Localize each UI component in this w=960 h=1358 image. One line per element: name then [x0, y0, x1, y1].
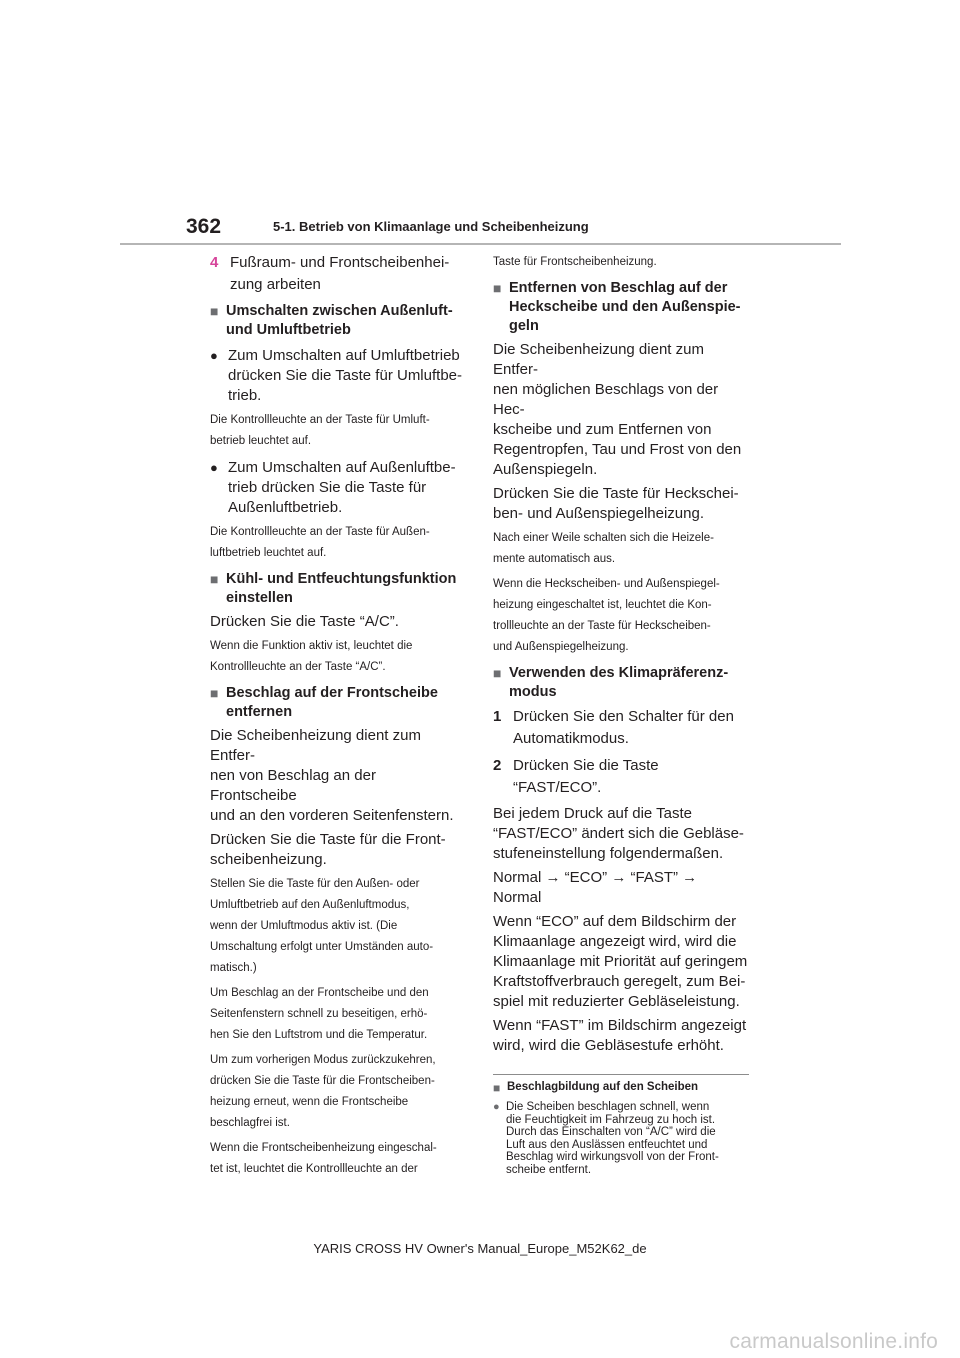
note-heading-text: Beschlagbildung auf den Scheiben [507, 1081, 699, 1093]
step-text: Fußraum- und Frontscheibenhei- zung arbeiten [230, 254, 450, 293]
subheading-text: Kühl- und Entfeuchtungsfunktion einstellen [226, 571, 457, 606]
small-note: Wenn die Funktion aktiv ist, leuchtet die Kontrollleuchte an der Taste “A/C”. [210, 640, 413, 673]
subheading [493, 664, 748, 702]
body-text: Drücken Sie die Taste für die Front- scheibenheizung. [210, 831, 446, 868]
square-bullet-icon: ■ [210, 303, 219, 319]
step-item [210, 252, 465, 296]
note-heading [493, 1081, 748, 1095]
step-number: 1 [493, 708, 502, 725]
subheading [210, 684, 465, 722]
footer-text: YARIS CROSS HV Owner's Manual_Europe_M52K62_de [313, 1241, 647, 1256]
page-number: 362 [186, 215, 222, 238]
bullet-item [210, 346, 465, 406]
body-text: Die Scheibenheizung dient zum Entfer- nen von Beschlag an der Frontscheibe und an den vorderen Seitenfenstern. [210, 727, 454, 824]
body-text: Drücken Sie die Taste “A/C”. [210, 613, 399, 630]
subheading [210, 302, 465, 340]
square-bullet-icon: ■ [210, 685, 219, 701]
bullet-text: Zum Umschalten auf Außenluftbe- trieb drücken Sie die Taste für Außenluftbetrieb. [228, 459, 456, 516]
small-note: Nach einer Weile schalten sich die Heizele- mente automatisch aus. [493, 532, 714, 565]
subheading [210, 570, 465, 608]
right-column [493, 252, 748, 1176]
body-text: Wenn “FAST” im Bildschirm angezeigt wird, wird die Gebläsestufe erhöht. [493, 1017, 747, 1054]
small-note: Die Kontrollleuchte an der Taste für Umluft- betrieb leuchtet auf. [210, 414, 430, 447]
circle-bullet-icon: ● [210, 348, 218, 363]
subheading-text: Verwenden des Klimapräferenz- modus [509, 665, 729, 700]
square-bullet-icon: ■ [493, 280, 502, 296]
subheading [493, 279, 748, 336]
body-text: Die Scheibenheizung dient zum Entfer- nen möglichen Beschlags von der Hec- kscheibe und zum Entfernen von Regentropfen, Tau und Frost von den Außenspiegeln. [493, 341, 742, 478]
body-text: Normal → “ECO” → “FAST” → Normal [493, 869, 698, 906]
small-note: Wenn die Frontscheibenheizung eingeschal- tet ist, leuchtet die Kontrollleuchte an der [210, 1142, 437, 1175]
note-bullet-text: Die Scheiben beschlagen schnell, wenn die Feuchtigkeit im Fahrzeug zu hoch ist. Durch das Einschalten von “A/C” wird die Luft aus den Auslässen entfeuchtet und Beschlag wird wirkungsvoll von der Front- scheibe entfernt. [506, 1101, 719, 1176]
small-note: Die Kontrollleuchte an der Taste für Außen- luftbetrieb leuchtet auf. [210, 526, 430, 559]
small-note: Um zum vorherigen Modus zurückzukehren, drücken Sie die Taste für die Frontscheiben- heizung erneut, wenn die Frontscheibe beschlagfrei ist. [210, 1054, 436, 1129]
step-text: Drücken Sie die Taste “FAST/ECO”. [513, 757, 659, 796]
step-item [493, 706, 748, 750]
small-note: Wenn die Heckscheiben- und Außenspiegel- heizung eingeschaltet ist, leuchtet die Kon- trollleuchte an der Taste für Heckscheiben- und Außenspiegelheizung. [493, 578, 720, 653]
section-title: 5-1. Betrieb von Klimaanlage und Scheibenheizung [273, 219, 589, 234]
square-bullet-icon: ■ [493, 1081, 501, 1095]
note-divider [493, 1074, 749, 1075]
bullet-item [210, 458, 465, 518]
step-number: 4 [210, 254, 219, 271]
circle-bullet-icon: ● [210, 460, 218, 475]
note-bullet [493, 1101, 748, 1176]
bullet-text: Zum Umschalten auf Umluftbetrieb drücken Sie die Taste für Umluftbe- trieb. [228, 347, 463, 404]
left-column [210, 252, 465, 1184]
body-text: Wenn “ECO” auf dem Bildschirm der Klimaanlage angezeigt wird, wird die Klimaanlage mit Priorität auf geringem Kraftstoffverbrauch geregelt, zum Bei- spiel mit reduzierter Gebläseleistung. [493, 913, 748, 1010]
subheading-text: Entfernen von Beschlag auf der Heckscheibe und den Außenspie- geln [509, 280, 741, 334]
small-note: Taste für Frontscheibenheizung. [493, 256, 657, 268]
subheading-text: Umschalten zwischen Außenluft- und Umluftbetrieb [226, 303, 453, 338]
circle-bullet-icon: ● [493, 1101, 500, 1113]
step-text: Drücken Sie den Schalter für den Automatikmodus. [513, 708, 734, 747]
subheading-text: Beschlag auf der Frontscheibe entfernen [226, 685, 438, 720]
small-note: Um Beschlag an der Frontscheibe und den Seitenfenstern schnell zu beseitigen, erhö- hen Sie den Luftstrom und die Temperatur. [210, 987, 429, 1041]
small-note: Stellen Sie die Taste für den Außen- oder Umluftbetrieb auf den Außenluftmodus, wenn der Umluftmodus aktiv ist. (Die Umschaltung erfolgt unter Umständen auto- matisch.) [210, 878, 434, 974]
body-text: Drücken Sie die Taste für Heckschei- ben- und Außenspiegelheizung. [493, 485, 739, 522]
square-bullet-icon: ■ [493, 665, 502, 681]
step-number: 2 [493, 757, 502, 774]
header-rule [120, 243, 841, 245]
body-text: Bei jedem Druck auf die Taste “FAST/ECO” ändert sich die Gebläse- stufeneinstellung folgendermaßen. [493, 805, 744, 862]
step-item [493, 755, 748, 799]
watermark: carmanualsonline.info [729, 1330, 938, 1353]
square-bullet-icon: ■ [210, 571, 219, 587]
